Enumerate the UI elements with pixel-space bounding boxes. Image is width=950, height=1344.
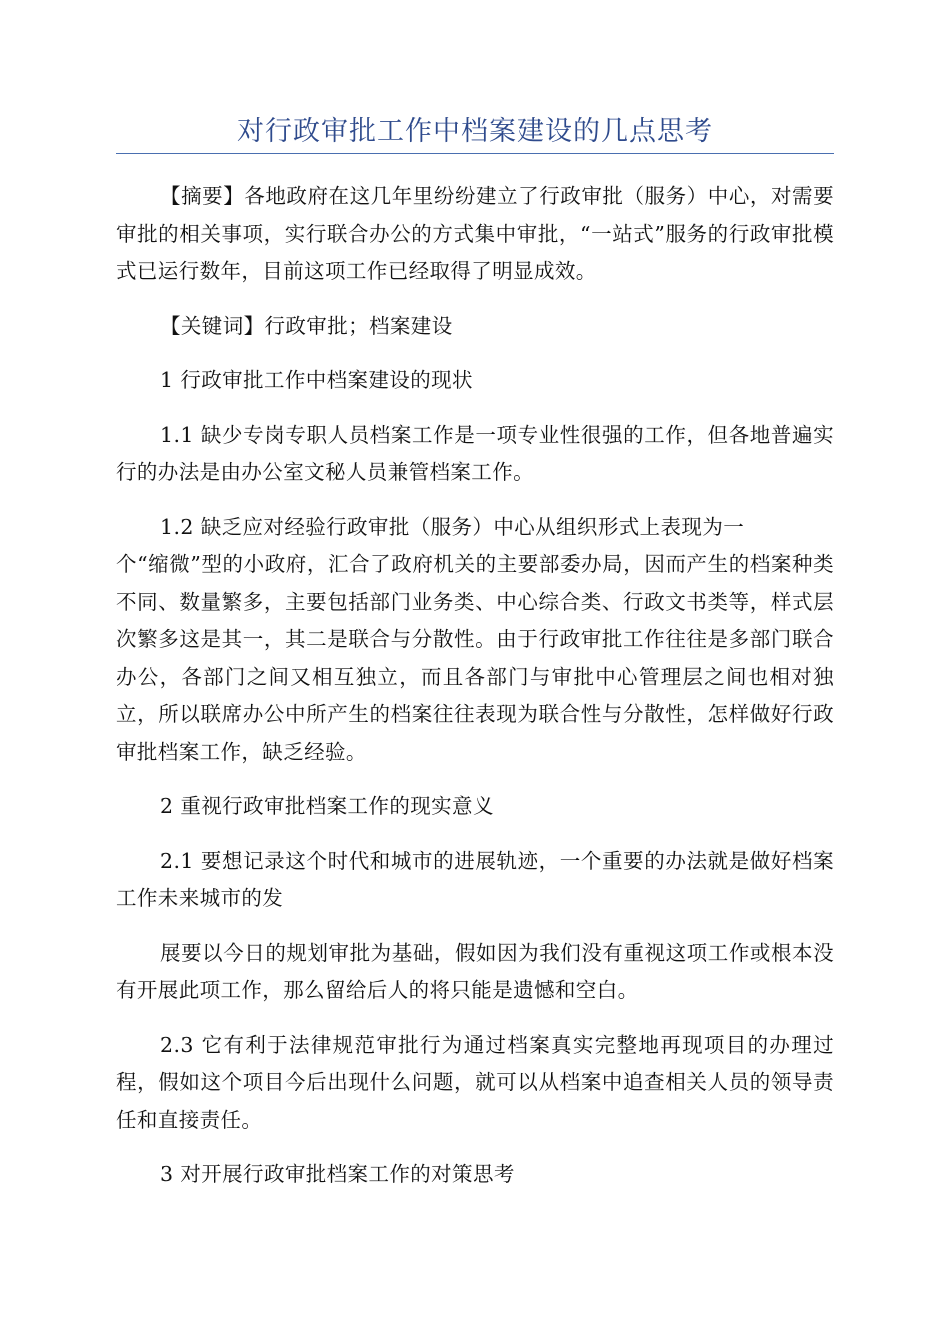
keywords-paragraph: 【关键词】行政审批；档案建设 — [160, 313, 453, 338]
document-body — [116, 178, 834, 1194]
abstract-paragraph: 【摘要】各地政府在这几年里纷纷建立了行政审批（服务）中心，对需要审批的相关事项，实行联合办公的方式集中审批，“一站式”服务的行政审批模式已运行数年，目前这项工作已经取得了明显成效。 — [116, 184, 834, 283]
section-2-2-paragraph: 展要以今日的规划审批为基础，假如因为我们没有重视这项工作或根本没有开展此项工作，那么留给后人的将只能是遗憾和空白。 — [116, 940, 834, 1002]
title-underline — [116, 153, 834, 154]
document-title: 对行政审批工作中档案建设的几点思考 — [237, 116, 713, 147]
section-1-2-first-line: 1.2 缺乏应对经验行政审批（服务）中心从组织形式上表现为一 — [160, 514, 745, 539]
section-2-heading: 2 重视行政审批档案工作的现实意义 — [160, 794, 494, 818]
section-1-2-paragraph — [116, 509, 834, 772]
section-2-1-paragraph: 2.1 要想记录这个时代和城市的进展轨迹，一个重要的办法就是做好档案工作未来城市的发 — [116, 848, 834, 910]
section-2-3-paragraph: 2.3 它有利于法律规范审批行为通过档案真实完整地再现项目的办理过程，假如这个项目今后出现什么问题，就可以从档案中追查相关人员的领导责任和直接责任。 — [116, 1032, 834, 1132]
section-1-heading: 1 行政审批工作中档案建设的现状 — [160, 368, 473, 392]
section-1-1-paragraph: 1.1 缺少专岗专职人员档案工作是一项专业性很强的工作，但各地普遍实行的办法是由办公室文秘人员兼管档案工作。 — [116, 422, 834, 484]
section-1-2-continuation: 个“缩微”型的小政府，汇合了政府机关的主要部委办局，因而产生的档案种类不同、数量繁多，主要包括部门业务类、中心综合类、行政文书类等，样式层次繁多这是其一，其二是联合与分散性。由于行政审批工作往往是多部门联合办公，各部门之间又相互独立，而且各部门与审批中心管理层之间也相对独立，所以联席办公中所产生的档案往往表现为联合性与分散性，怎样做好行政审批档案工作，缺乏经验。 — [116, 552, 834, 764]
section-3-heading: 3 对开展行政审批档案工作的对策思考 — [160, 1162, 515, 1186]
